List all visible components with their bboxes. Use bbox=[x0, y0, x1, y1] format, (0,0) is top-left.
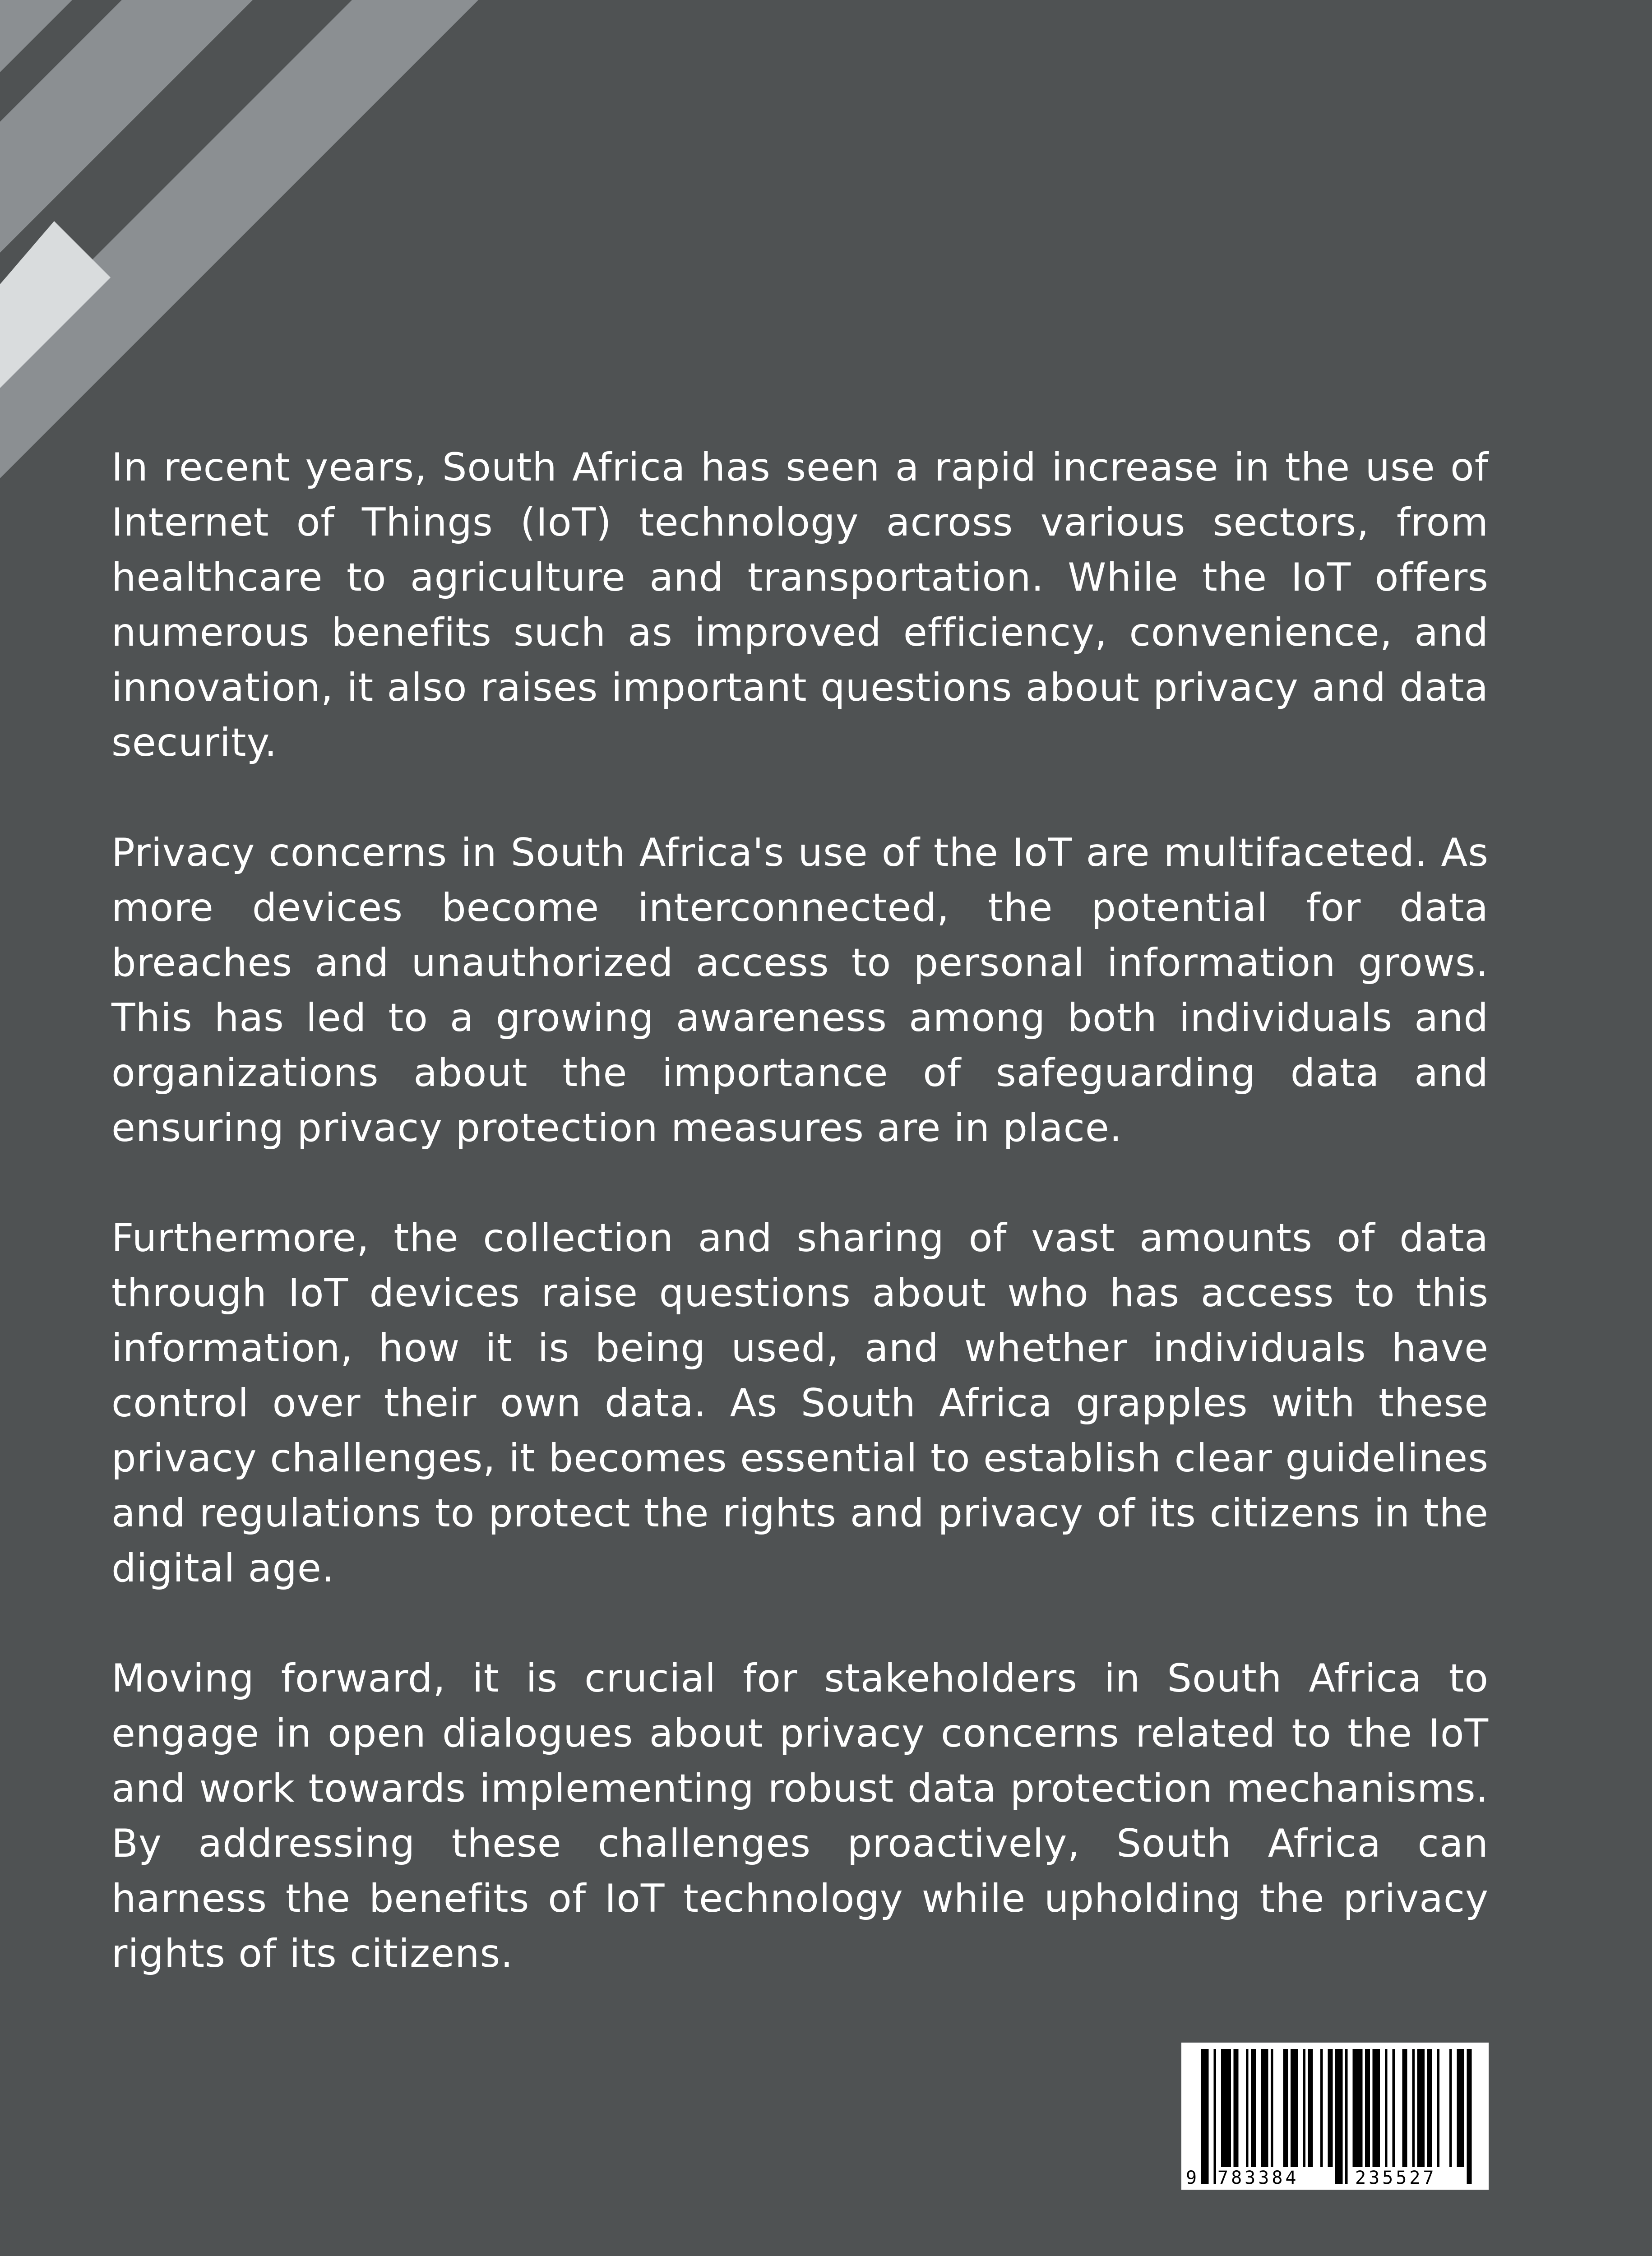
barcode-bar bbox=[1353, 2049, 1363, 2167]
barcode-bar bbox=[1449, 2049, 1452, 2167]
barcode-bar bbox=[1467, 2049, 1472, 2184]
barcode-bar bbox=[1412, 2049, 1415, 2167]
barcode-bar bbox=[1328, 2049, 1333, 2167]
barcode-bar bbox=[1246, 2049, 1249, 2167]
blurb-paragraph-4: Moving forward, it is crucial for stakeholders in South Africa to engage in open dialogues about privacy concerns related to the IoT and work towards implementing robust data protection mechanisms. By addressing these challenges proactively, South Africa can harness the benefits of IoT technology while upholding the privacy rights of its citizens. bbox=[111, 1656, 1489, 1976]
barcode-bar bbox=[1417, 2049, 1425, 2167]
barcode-left-group: 783384 bbox=[1217, 2168, 1299, 2188]
barcode-bar bbox=[1427, 2049, 1432, 2167]
barcode-bar bbox=[1365, 2049, 1370, 2167]
barcode-bar bbox=[1214, 2049, 1217, 2184]
barcode-bar bbox=[1385, 2049, 1388, 2167]
barcode-bar bbox=[1457, 2049, 1465, 2167]
barcode-bar bbox=[1261, 2049, 1268, 2167]
blurb-paragraph-2: Privacy concerns in South Africa's use of the IoT are multifaceted. As more devices become interconnected, the potential for data breaches and unauthorized access to personal information grows. This has led to a growing awareness among both individuals and organizations about the importance of safeguarding data and ensuring privacy protection measures are in place. bbox=[111, 830, 1489, 1151]
barcode-bar bbox=[1291, 2049, 1298, 2167]
blurb-paragraph-1: In recent years, South Africa has seen a rapid increase in the use of Internet of Things (IoT) technology across various sectors, from healthcare to agriculture and transportation. While the IoT offers numerous benefits such as improved efficiency, convenience, and innovation, it also raises important questions about privacy and data security. bbox=[111, 445, 1489, 765]
blurb-text bbox=[111, 440, 1489, 2036]
barcode-bar bbox=[1283, 2049, 1288, 2167]
barcode-bar bbox=[1271, 2049, 1273, 2167]
barcode-right-group: 235527 bbox=[1355, 2168, 1437, 2188]
blurb-paragraph-3: Furthermore, the collection and sharing of vast amounts of data through IoT devices raise questions about who has access to this information, how it is being used, and whether individuals have control over their own data. As South Africa grapples with these privacy challenges, it becomes essential to establish clear guidelines and regulations to protect the rights and privacy of its citizens in the digital age. bbox=[111, 1216, 1489, 1591]
barcode-bar bbox=[1437, 2049, 1440, 2167]
barcode-bar bbox=[1320, 2049, 1323, 2167]
barcode-bar bbox=[1393, 2049, 1395, 2167]
barcode-lead-digit: 9 bbox=[1186, 2168, 1200, 2188]
barcode-bar bbox=[1335, 2049, 1343, 2184]
diagonal-stripes-decoration bbox=[0, 0, 496, 496]
barcode-bar bbox=[1234, 2049, 1239, 2167]
isbn-barcode bbox=[1181, 2043, 1489, 2190]
barcode-bar bbox=[1402, 2049, 1407, 2167]
barcode-bar bbox=[1251, 2049, 1256, 2167]
barcode-bar bbox=[1303, 2049, 1306, 2167]
barcode-bar bbox=[1221, 2049, 1231, 2167]
barcode-bar bbox=[1201, 2049, 1209, 2184]
barcode-bar bbox=[1373, 2049, 1380, 2167]
barcode-bar bbox=[1308, 2049, 1313, 2167]
barcode-bar bbox=[1345, 2049, 1348, 2184]
